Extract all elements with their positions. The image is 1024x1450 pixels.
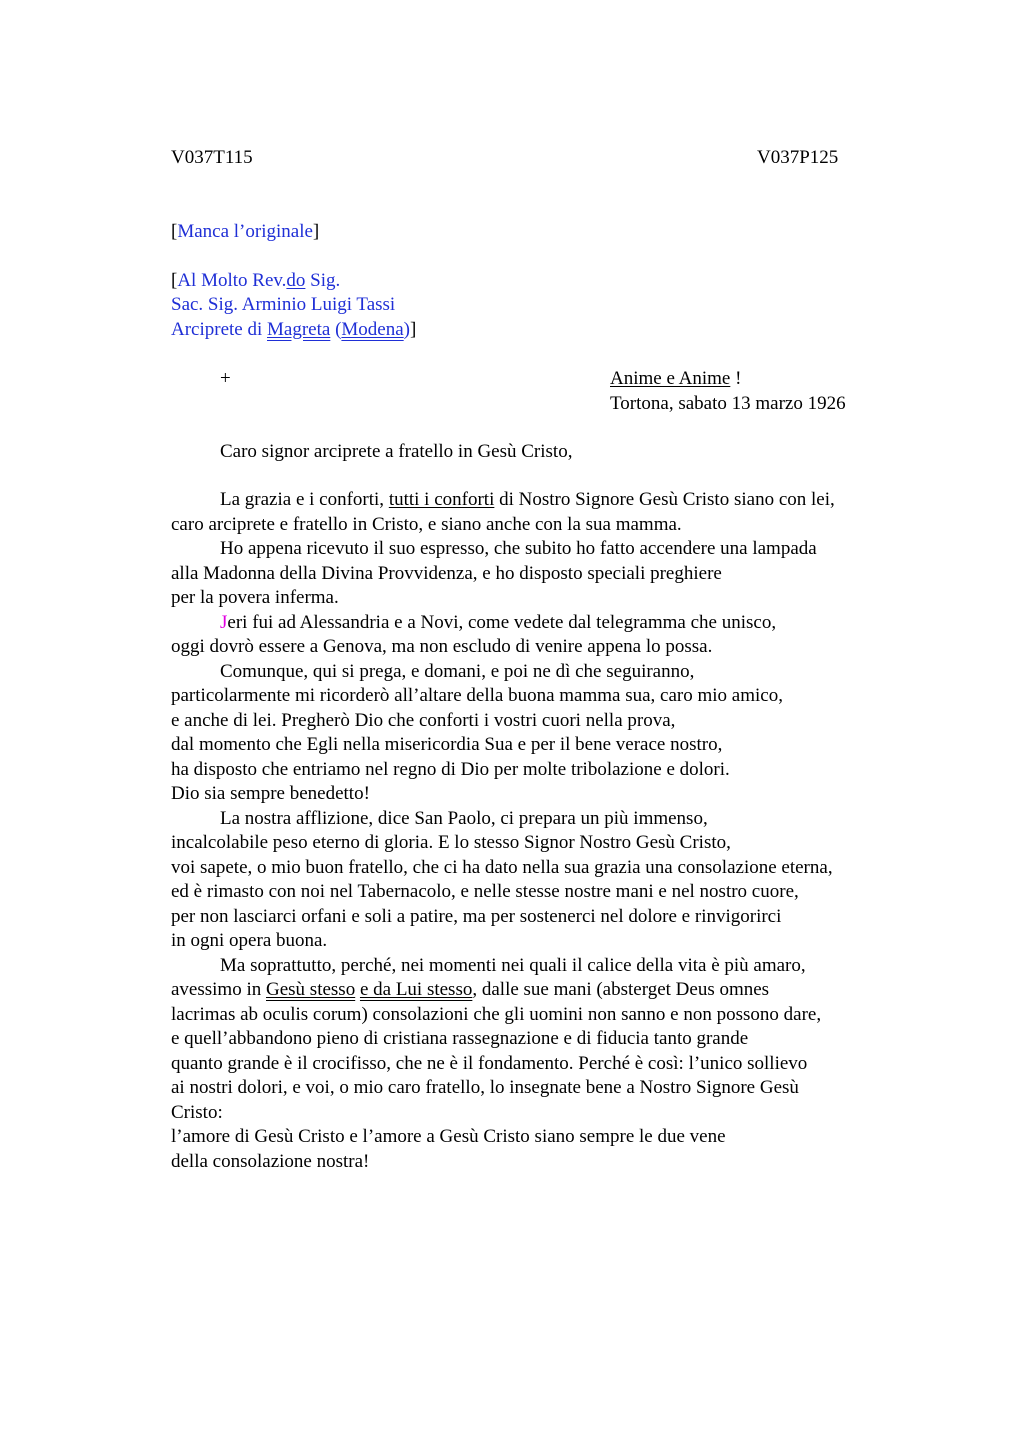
body-line: caro arciprete e fratello in Cristo, e siano anche con la sua mamma.	[171, 513, 682, 535]
address-paren-close: )	[403, 319, 410, 340]
body-underlined-text: e da Lui stesso	[359, 979, 473, 1000]
body-line: ai nostri dolori, e voi, o mio caro fratello, lo insegnate bene a Nostro Signore Gesù	[171, 1077, 799, 1098]
highlighted-initial: J	[220, 611, 228, 633]
body-text: avessimo in	[171, 979, 266, 1000]
body-line: oggi dovrò essere a Genova, ma non escludo di venire appena lo possa.	[171, 636, 713, 657]
document-code-left: V037T115	[171, 147, 253, 168]
body-line: alla Madonna della Divina Provvidenza, e ho disposto speciali preghiere	[171, 562, 722, 584]
note-bracket-close: ]	[312, 221, 320, 242]
address-line-3-text: Arciprete di	[171, 319, 268, 340]
address-place: Magreta	[267, 319, 331, 340]
body-line: Comunque, qui si prega, e domani, e poi ne dì che seguiranno,	[220, 660, 695, 682]
body-text: , dalle sue mani (absterget Deus omnes	[472, 979, 770, 1000]
body-line: e anche di lei. Pregherò Dio che conforti i vostri cuori nella prova,	[171, 709, 676, 731]
address-line-1-end: Sig.	[305, 270, 341, 291]
motto-suffix: !	[730, 368, 742, 389]
body-line: ha disposto che entriamo nel regno di Dio per molte tribolazione e dolori.	[171, 758, 730, 780]
address-abbrev-superscript: do	[286, 270, 306, 291]
address-line-1	[171, 269, 340, 294]
address-paren-open: (	[335, 319, 342, 340]
body-line	[171, 978, 931, 1003]
body-line: per la povera inferma.	[171, 587, 339, 608]
address-line-3	[171, 318, 416, 343]
address-line-2: Sac. Sig. Arminio Luigi Tassi	[171, 294, 396, 315]
body-line: quanto grande è il crocifisso, che ne è il fondamento. Perché è così: l’unico sollievo	[171, 1052, 808, 1074]
body-line: La nostra afflizione, dice San Paolo, ci prepara un più immenso,	[220, 807, 708, 829]
body-line: e quell’abbandono pieno di cristiana rassegnazione e di fiducia tanto grande	[171, 1028, 749, 1049]
body-text: di Nostro Signore Gesù Cristo siano con lei,	[494, 489, 835, 510]
address-region: Modena	[341, 319, 404, 340]
place-date: Tortona, sabato 13 marzo 1926	[610, 393, 846, 414]
body-line: dal momento che Egli nella misericordia Sua e per il bene verace nostro,	[171, 734, 723, 755]
body-line	[171, 488, 931, 513]
body-line: incalcolabile peso eterno di gloria. E lo stesso Signor Nostro Gesù Cristo,	[171, 832, 731, 853]
original-missing-note	[171, 220, 319, 245]
motto-text: Anime e Anime	[610, 368, 731, 389]
document-code-right: V037P125	[757, 147, 839, 168]
motto	[610, 367, 741, 392]
body-line: Cristo:	[171, 1101, 223, 1123]
address-line-1-text: Al Molto Rev.	[177, 270, 287, 291]
address-bracket-close: ]	[410, 319, 417, 340]
body-underlined-text: tutti i conforti	[388, 489, 495, 510]
body-line: Ho appena ricevuto il suo espresso, che subito ho fatto accendere una lampada	[220, 538, 817, 559]
address-bracket-open: [	[171, 270, 178, 291]
body-line: in ogni opera buona.	[171, 930, 328, 951]
body-text: La grazia e i conforti,	[220, 489, 389, 510]
body-text: eri fui ad Alessandria e a Novi, come vedete dal telegramma che unisco,	[227, 611, 777, 633]
body-underlined-text: Gesù stesso	[266, 979, 356, 1000]
body-line: per non lasciarci orfani e soli a patire, ma per sostenerci nel dolore e rinvigorirci	[171, 905, 782, 927]
cross-symbol: +	[220, 368, 231, 389]
body-line: Ma soprattutto, perché, nei momenti nei quali il calice della vita è più amaro,	[220, 954, 806, 976]
body-line: della consolazione nostra!	[171, 1150, 370, 1172]
note-text: Manca l’originale	[177, 221, 313, 242]
body-line: voi sapete, o mio buon fratello, che ci ha dato nella sua grazia una consolazione eterna,	[171, 856, 833, 878]
body-line: l’amore di Gesù Cristo e l’amore a Gesù Cristo siano sempre le due vene	[171, 1126, 726, 1147]
note-bracket-open: [	[171, 221, 178, 242]
body-line: particolarmente mi ricorderò all’altare della buona mamma sua, caro mio amico,	[171, 685, 783, 706]
body-line: Dio sia sempre benedetto!	[171, 783, 370, 804]
body-line: ed è rimasto con noi nel Tabernacolo, e nelle stesse nostre mani e nel nostro cuore,	[171, 881, 799, 902]
body-line: lacrimas ab oculis corum) consolazioni che gli uomini non sanno e non possono dare,	[171, 1003, 822, 1025]
salutation: Caro signor arciprete a fratello in Gesù Cristo,	[220, 441, 573, 462]
letter-body	[171, 488, 931, 1174]
body-line	[171, 611, 931, 636]
